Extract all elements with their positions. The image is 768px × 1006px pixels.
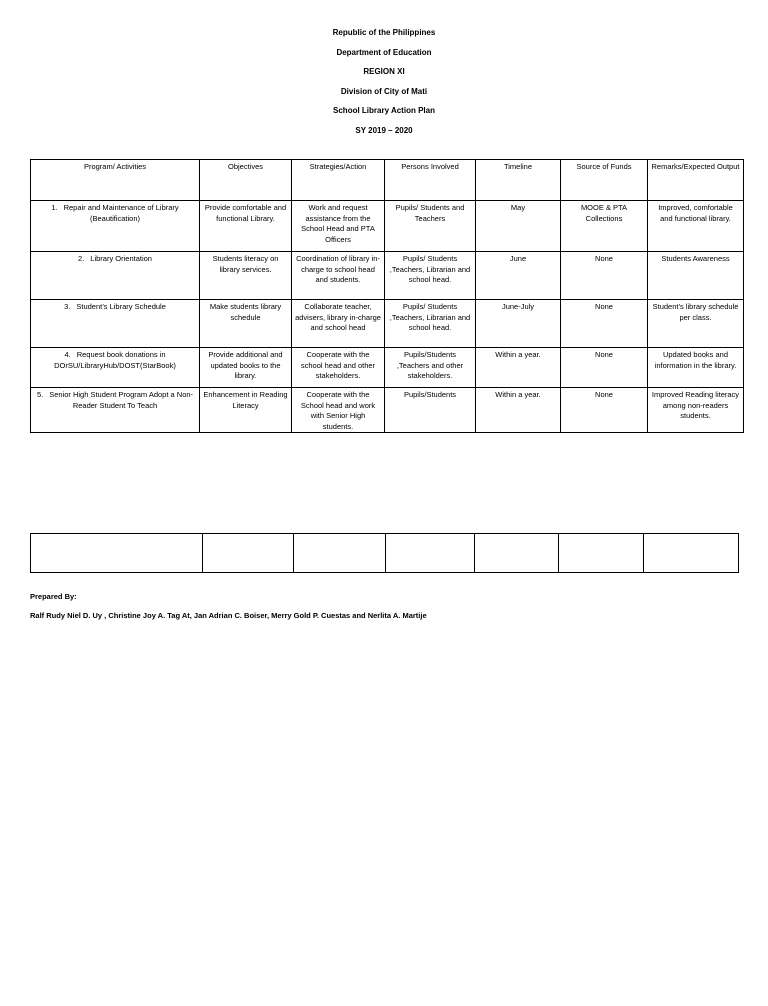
cell-strategies: Cooperate with the School head and work with Senior High students. bbox=[292, 388, 385, 433]
blank-cell bbox=[202, 534, 293, 573]
document-header bbox=[0, 29, 768, 146]
program-text: Student’s Library Schedule bbox=[76, 302, 166, 311]
row-number: 4. bbox=[64, 350, 71, 359]
column-header-remarks: Remarks/Expected Output bbox=[648, 160, 744, 201]
cell-program bbox=[31, 300, 200, 348]
cell-persons: Pupils/Students bbox=[385, 388, 476, 433]
blank-cell bbox=[385, 534, 475, 573]
cell-remarks: Improved Reading literacy among non-readers students. bbox=[648, 388, 744, 433]
cell-program bbox=[31, 201, 200, 252]
cell-funds: None bbox=[561, 252, 648, 300]
program-text: Senior High Student Program Adopt a Non- Reader Student To Teach bbox=[49, 390, 194, 410]
blank-cell bbox=[31, 534, 203, 573]
cell-program bbox=[31, 348, 200, 388]
cell-objectives: Provide comfortable and functional Library. bbox=[200, 201, 292, 252]
column-header-funds: Source of Funds bbox=[561, 160, 648, 201]
cell-timeline: Within a year. bbox=[476, 348, 561, 388]
cell-program bbox=[31, 252, 200, 300]
school-year: SY 2019 – 2020 bbox=[355, 125, 413, 135]
cell-objectives: Provide additional and updated books to the library. bbox=[200, 348, 292, 388]
cell-timeline: June bbox=[476, 252, 561, 300]
table-row bbox=[31, 300, 744, 348]
row-number: 5. bbox=[36, 390, 44, 399]
cell-persons: Pupils/Students ,Teachers and other stakeholders. bbox=[385, 348, 476, 388]
cell-funds: MOOE & PTA Collections bbox=[561, 201, 648, 252]
cell-objectives: Students literacy on library services. bbox=[200, 252, 292, 300]
cell-funds: None bbox=[561, 388, 648, 433]
table-header-row bbox=[31, 160, 744, 201]
cell-persons: Pupils/ Students ,Teachers, Librarian and school head. bbox=[385, 252, 476, 300]
row-number: 2. bbox=[78, 254, 85, 263]
blank-table bbox=[30, 533, 739, 573]
cell-program bbox=[31, 388, 200, 433]
row-number: 1. bbox=[51, 203, 58, 212]
column-header-persons: Persons Involved bbox=[385, 160, 476, 201]
column-header-objectives: Objectives bbox=[200, 160, 292, 201]
document-title: School Library Action Plan bbox=[333, 106, 435, 115]
blank-row bbox=[31, 534, 739, 573]
cell-persons: Pupils/ Students and Teachers bbox=[385, 201, 476, 252]
cell-funds: None bbox=[561, 300, 648, 348]
action-plan-table bbox=[30, 159, 744, 433]
cell-strategies: Collaborate teacher, advisers, library in-charge and school head bbox=[292, 300, 385, 348]
blank-cell bbox=[558, 534, 643, 573]
blank-cell bbox=[643, 534, 738, 573]
cell-remarks: Student’s library schedule per class. bbox=[648, 300, 744, 348]
column-header-program: Program/ Activities bbox=[31, 160, 200, 201]
column-header-timeline: Timeline bbox=[476, 160, 561, 201]
header-country: Republic of the Philippines bbox=[332, 28, 436, 37]
preparer-names: Ralf Rudy Niel D. Uy , Christine Joy A. Tag At, Jan Adrian C. Boiser, Merry Gold P. Cuestas and Nerlita A. Martije bbox=[30, 611, 427, 620]
blank-cell bbox=[475, 534, 558, 573]
prepared-by-label: Prepared By: bbox=[30, 592, 77, 601]
program-text: Request book donations in DOrSU/LibraryHub/DOST(StarBook) bbox=[54, 350, 176, 370]
cell-strategies: Work and request assistance from the School Head and PTA Officers bbox=[292, 201, 385, 252]
cell-objectives: Enhancement in Reading Literacy bbox=[200, 388, 292, 433]
cell-persons: Pupils/ Students ,Teachers, Librarian and school head. bbox=[385, 300, 476, 348]
cell-timeline: Within a year. bbox=[476, 388, 561, 433]
cell-remarks: Improved, comfortable and functional library. bbox=[648, 201, 744, 252]
program-text: Repair and Maintenance of Library (Beautification) bbox=[63, 203, 179, 223]
cell-remarks: Updated books and information in the library. bbox=[648, 348, 744, 388]
blank-cell bbox=[293, 534, 385, 573]
cell-objectives: Make students library schedule bbox=[200, 300, 292, 348]
column-header-strategies: Strategies/Action bbox=[292, 160, 385, 201]
row-number: 3. bbox=[64, 302, 71, 311]
cell-strategies: Cooperate with the school head and other stakeholders. bbox=[292, 348, 385, 388]
cell-timeline: May bbox=[476, 201, 561, 252]
table-row bbox=[31, 388, 744, 433]
cell-timeline: June-July bbox=[476, 300, 561, 348]
header-division: Division of City of Mati bbox=[340, 86, 428, 96]
header-department: Department of Education bbox=[336, 47, 432, 57]
program-text: Library Orientation bbox=[90, 254, 152, 263]
table-row bbox=[31, 201, 744, 252]
cell-strategies: Coordination of library in-charge to school head and students. bbox=[292, 252, 385, 300]
table-row bbox=[31, 252, 744, 300]
cell-remarks: Students Awareness bbox=[648, 252, 744, 300]
table-row bbox=[31, 348, 744, 388]
header-region: REGION XI bbox=[363, 67, 405, 76]
cell-funds: None bbox=[561, 348, 648, 388]
